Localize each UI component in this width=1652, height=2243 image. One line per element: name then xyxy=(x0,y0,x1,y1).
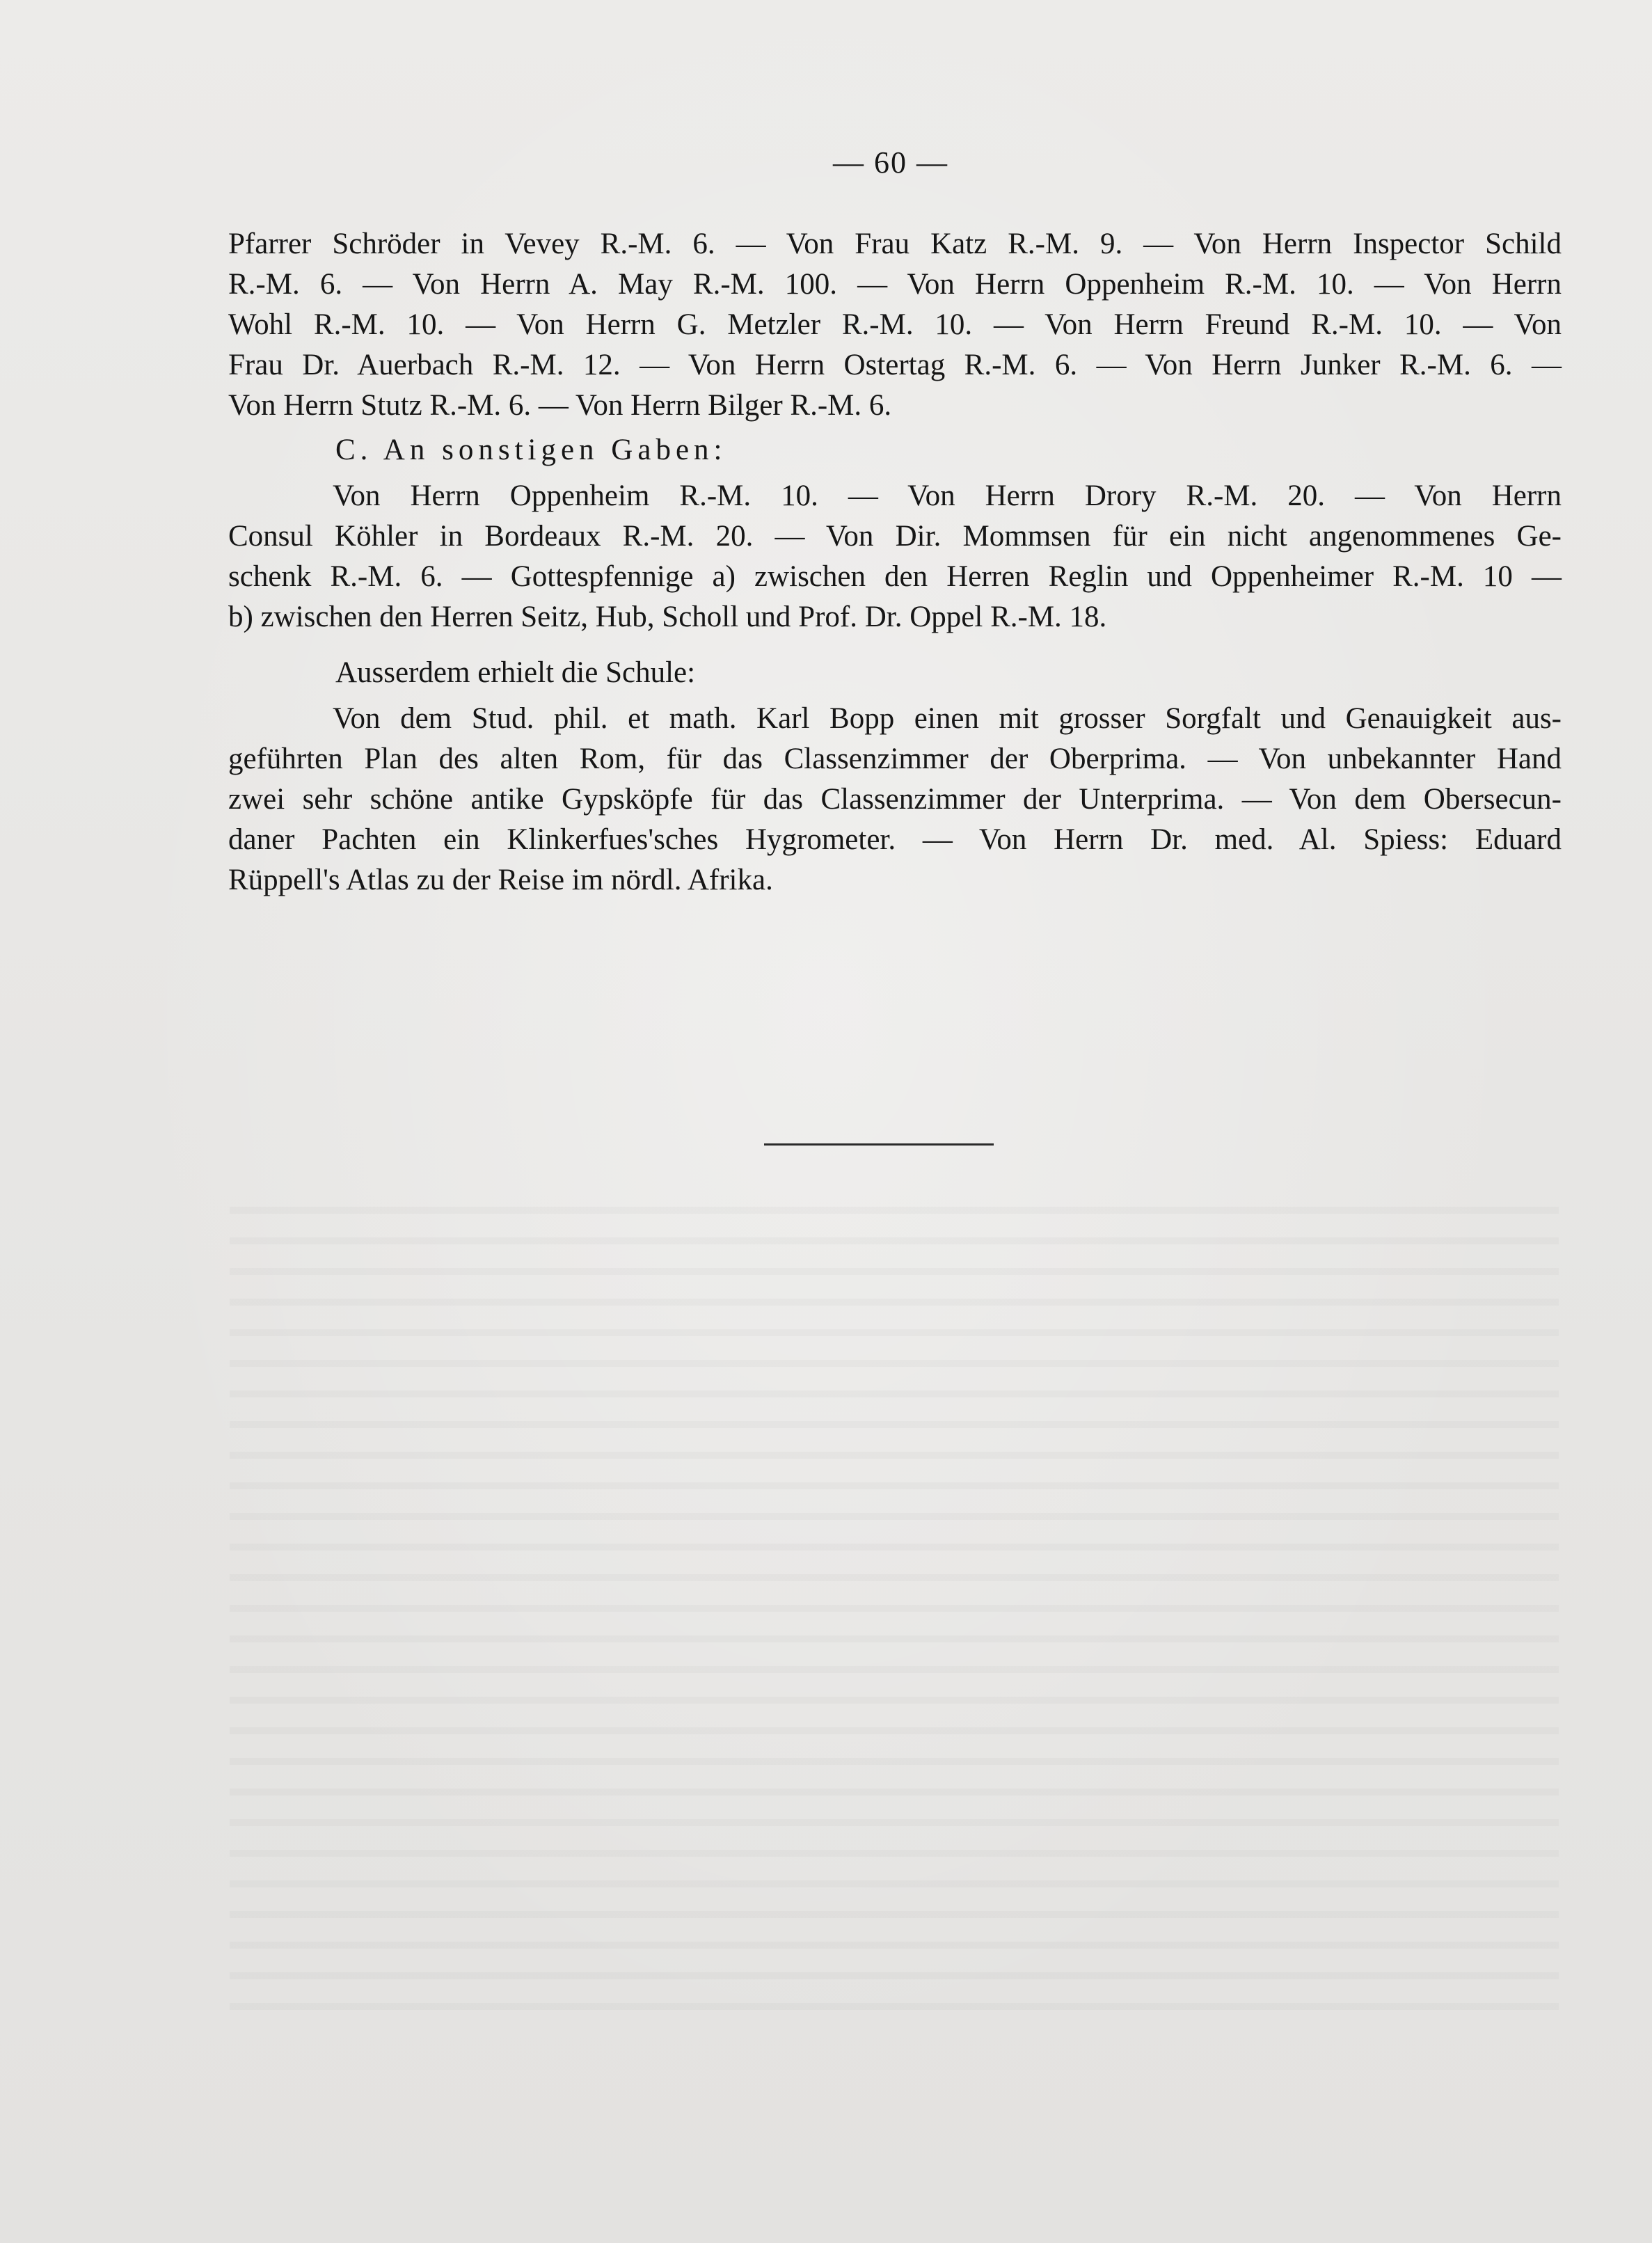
text-line: Von Herrn Stutz R.-M. 6. — Von Herrn Bilger R.-M. 6. xyxy=(228,389,892,422)
text-line: Pfarrer Schröder in Vevey R.-M. 6. — Von Frau Katz R.-M. 9. — Von Herrn Inspector Schild xyxy=(228,228,1562,260)
text-line: Consul Köhler in Bordeaux R.-M. 20. — Von Dir. Mommsen für ein nicht angenommenes Ge- xyxy=(228,520,1562,553)
text-line: Von Herrn Oppenheim R.-M. 10. — Von Herrn Drory R.-M. 20. — Von Herrn xyxy=(333,479,1562,512)
text-line: daner Pachten ein Klinkerfues'sches Hygrometer. — Von Herrn Dr. med. Al. Spiess: Eduard xyxy=(228,823,1562,856)
section-divider xyxy=(764,1143,994,1146)
text-line: R.-M. 6. — Von Herrn A. May R.-M. 100. — Von Herrn Oppenheim R.-M. 10. — Von Herrn xyxy=(228,268,1562,301)
text-line: schenk R.-M. 6. — Gottespfennige a) zwischen den Herren Reglin und Oppenheimer R.-M. 10 — xyxy=(228,560,1562,593)
text-line: zwei sehr schöne antike Gypsköpfe für das Classenzimmer der Unterprima. — Von dem Obersecun- xyxy=(228,783,1562,816)
show-through-background xyxy=(230,1183,1559,2018)
gifts-to-school xyxy=(228,699,1562,901)
page-number: — 60 — xyxy=(833,145,948,180)
text-line: b) zwischen den Herren Seitz, Hub, Scholl und Prof. Dr. Oppel R.-M. 18. xyxy=(228,601,1107,633)
text-line: geführten Plan des alten Rom, für das Classenzimmer der Oberprima. — Von unbekannter Hand xyxy=(228,743,1562,775)
text-line: Wohl R.-M. 10. — Von Herrn G. Metzler R.-M. 10. — Von Herrn Freund R.-M. 10. — Von xyxy=(228,308,1562,341)
section-heading-school: Ausserdem erhielt die Schule: xyxy=(335,656,696,689)
text-line: Frau Dr. Auerbach R.-M. 12. — Von Herrn Ostertag R.-M. 6. — Von Herrn Junker R.-M. 6. — xyxy=(228,349,1562,381)
section-heading-c: C. An sonstigen Gaben: xyxy=(335,434,727,466)
donation-list-b xyxy=(228,224,1562,426)
text-line: Rüppell's Atlas zu der Reise im nördl. Afrika. xyxy=(228,864,773,896)
donation-list-c xyxy=(228,476,1562,637)
text-line: Von dem Stud. phil. et math. Karl Bopp einen mit grosser Sorgfalt und Genauigkeit aus- xyxy=(333,702,1562,735)
